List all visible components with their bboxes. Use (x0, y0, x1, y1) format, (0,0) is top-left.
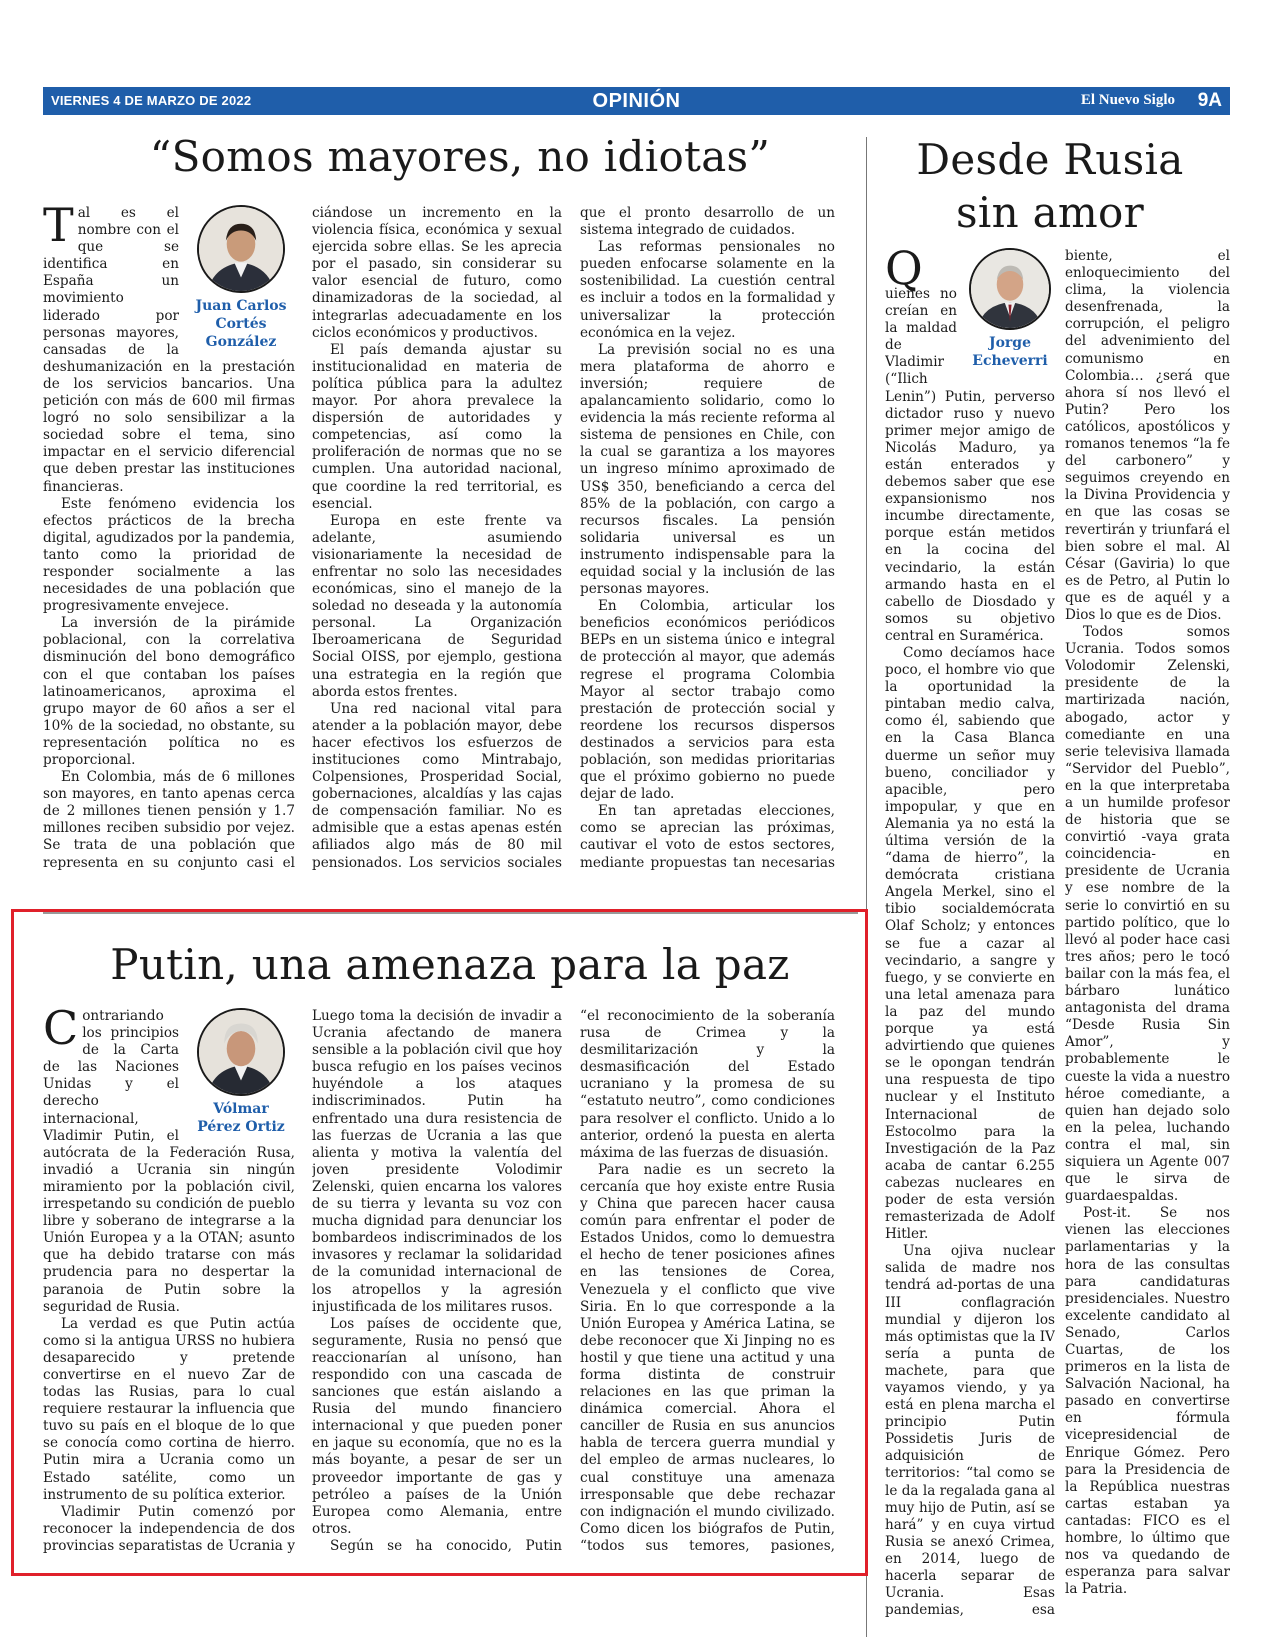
article1-byline (187, 205, 295, 351)
article1-headline: “Somos mayores, no idiotas” (149, 132, 771, 181)
paragraph: Post-it. Se nos vienen las elecciones parlamentarias y la hora de las consultas para candidaturas presidenciales. Nuestro excelente candidato al Senado, Carlos Cuartas, de los primeros en la lista de Salvación Nacional, ha pasado en convertirse en fórmula vicepresidencial de Enrique Gómez. Pero para la Presidencia de la República nuestras cartas estaban ya cantadas: FICO es el hombre, lo último que nos va quedando de esperanza para salvar la Patria. (1065, 1205, 1230, 1598)
newspaper-name: El Nuevo Siglo (1080, 92, 1175, 108)
paragraph: Los países de occidente que, seguramente, Rusia no pensó que reaccionarían al unísono, han respondido con una cascada de sanciones que están aislando a Rusia del mundo financiero internacional y que pueden poner en jaque su economía, que no es la más boyante, a pesar de ser un proveedor importante de gas y petróleo a países de la Unión Europea como Alemania, entre otros. (312, 1315, 562, 1537)
article3-column-1 (43, 1008, 295, 1553)
drop-cap: C (43, 1008, 79, 1055)
drop-cap: Q (885, 248, 923, 295)
drop-cap: T (43, 205, 74, 252)
author-name-line: Cortés (215, 316, 267, 332)
paragraph: Tal es el nombre con el que se identifica en España un movimiento liderado por personas mayores, cansadas de la deshumanización en la prestación de los servicios bancarios. Una petición con más de 600 mil firmas logró no solo sensibilizar a la sociedad sobre el tema, sino impactar en el servicio diferencial que deben prestar las instituciones financieras. (43, 205, 295, 495)
author-portrait (969, 248, 1051, 330)
headline-line: Desde Rusia (916, 135, 1184, 184)
paragraph: Este fenómeno evidencia los efectos prácticos de la brecha digital, agudizados por la pandemia, tanto como la prioridad de responder socialmente a las necesidades de una población que progresivamente envejece. (43, 495, 295, 615)
author-name-line: Jorge (988, 335, 1032, 351)
author-name-line: Vólmar (213, 1101, 269, 1117)
paragraph: Contrariando los principios de la Carta de las Naciones Unidas y el derecho internacional, Vladimir Putin, el autócrata de la Federación Rusa, invadió a Ucrania sin ningún miramiento por la población civil, irrespetando su condición de pueblo libre y soberano de integrarse a la Unión Europea y a la OTAN; asunto que ha debido tratarse con más prudencia para no despertar la paranoia de Putin sobre la seguridad de Rusia. (43, 1008, 295, 1315)
author-name-line: Pérez Ortiz (197, 1119, 285, 1135)
paragraph: Vladimir Putin comenzó por reconocer la independencia de dos provincias separatistas de Ucrania y (43, 1503, 295, 1553)
page-header (43, 87, 1230, 115)
page-number: 9A (1197, 90, 1222, 111)
paragraph: Para nadie es un secreto la cercanía que hoy existe entre Rusia y China que parecen hacer causa común para enfrentar el poder de Estados Unidos, como lo demuestra el hecho de tener posiciones afines en las tensiones de Corea, Venezuela y el conflicto que vive Siria. En lo que corresponde a la Unión Europea y América Latina, se debe reconocer que Xi Jinping no es hostil y que tiene una actitud y una forma distinta de construir relaciones en las que priman la dinámica comercial. Ahora el canciller de Rusia en sus anuncios habla de tercera guerra mundial y del empleo de armas nucleares, lo cual constituye una amenaza irresponsable que debe rechazar con indignación el mundo civilizado. Como dicen los biógrafos de Putin, “todos sus temores, pasiones, (580, 1161, 835, 1553)
paragraph: biente, el enloquecimiento del clima, la violencia desenfrenada, la corrupción, el peligro del advenimiento del comunismo en Colombia… ¿será que ahora sí nos llevó el Putin? Pero los católicos, apostólicos y romanos tenemos “la fe del carbonero” y seguimos creyendo en la Divina Providencia y en que las cosas se revertirán y triunfará el bien sobre el mal. Al César (Gaviria) lo que es de Petro, al Putin lo que es de aquél y a Dios lo que es de Dios. (1065, 248, 1230, 623)
article3-column-2 (312, 1008, 562, 1553)
headline-line: sin amor (955, 188, 1145, 237)
author-name-line: Echeverri (972, 353, 1048, 369)
section-title: OPINIÓN (592, 90, 681, 112)
author-name-line: Juan Carlos (195, 298, 287, 314)
paragraph: Según se ha conocido, Putin (330, 1537, 562, 1553)
author-portrait (197, 1008, 285, 1096)
paragraph: Una ojiva nuclear salida de madre nos tendrá ad-portas de una III conflagración mundial y dijeron los más optimistas que la IV sería a punta de machete, para que vayamos viendo, y ya está en plena marcha el principio Putin Possidetis Juris de adquisición de territorios: “tal como se le da la regalada gana al muy hijo de Putin, así se hará” y en cuya virtud Rusia se anexó Crimea, en 2014, luego de hacerla separar de Ucrania. Esas pandemias, esa (885, 1243, 1055, 1618)
paragraph: ciándose un incremento en la violencia física, económica y sexual ejercida sobre ellas. Se les aprecia por el pasado, sin considerar su valor esencial de futuro, como dinamizadoras de la sociedad, al integrarlas adecuadamente en los ciclos económicos y productivos. (312, 205, 562, 341)
article3-column-3 (580, 1008, 835, 1553)
article1-column-1 (43, 205, 295, 870)
author-name-line: González (205, 334, 277, 350)
paragraph: El país demanda ajustar su institucionalidad en materia de política pública para la adultez mayor. Por ahora prevalece la dispersión de autoridades y competencias, así como la proliferación de normas que no se cumplen. Una autoridad nacional, que coordine la red territorial, es esencial. (312, 341, 562, 512)
article2-headline (885, 133, 1215, 239)
paragraph: Europa en este frente va adelante, asumiendo visionariamente la necesidad de enfrentar no solo las necesidades económicas, sino el manejo de la soledad no deseada y la autonomía personal. La Organización Iberoamericana de Seguridad Social OISS, por ejemplo, gestiona una estrategia en la región que aborda estos frentes. (312, 512, 562, 700)
paragraph: La verdad es que Putin actúa como si la antigua URSS no hubiera desaparecido y pretende convertirse en el nuevo Zar de todas las Rusias, para lo cual requiere restaurar la influencia que tuvo su país en el bloque de lo que se conocía como cortina de hierro. Putin mira a Ucrania como un Estado satélite, como un instrumento de su política exterior. (43, 1315, 295, 1503)
article2-byline (965, 248, 1055, 370)
article2-column-1 (885, 248, 1055, 1618)
paragraph: que el pronto desarrollo de un sistema integrado de cuidados. (580, 205, 835, 239)
paragraph: “el reconocimiento de la soberanía rusa de Crimea y la desmilitarización y la desmasificación del Estado ucraniano y la promesa de su “estatuto neutro”, como condiciones para resolver el conflicto. Unido a lo anterior, ordenó la puesta en alerta máxima de las fuerzas de disuasión. (580, 1008, 835, 1161)
paragraph: En Colombia, más de 6 millones son mayores, en tanto apenas cerca de 2 millones tienen pensión y 1.7 millones reciben subsidio por vejez. Se trata de una población que representa en su conjunto casi el (43, 769, 295, 870)
paragraph: Como decíamos hace poco, el hombre vio que la oportunidad la pintaban medio calva, como él, sabiendo que en la Casa Blanca duerme un señor muy bueno, conciliador y apacible, pero impopular, y que en Alemania ya no está la última versión de la “dama de hierro”, la demócrata cristiana Angela Merkel, sino el tibio socialdemócrata Olaf Scholz; y entonces se fue a cazar al vecindario, a sangre y fuego, y se convierte en una letal amenaza para la paz del mundo porque ya está advirtiendo que quienes se le opongan tendrán una respuesta de tipo nuclear y el Instituto Internacional de Estocolmo para la Investigación de la Paz acaba de cantar 6.255 cabezas nucleares en poder de esta versión remasterizada de Adolf Hitler. (885, 644, 1055, 1243)
paragraph: Q uienes no creían en la maldad de Vladimir (“Ilich Lenin”) Putin, perverso dictador ruso y nuevo primer mejor amigo de Nicolás Maduro, ya están enterados y debemos saber que ese expansionismo nos incumbe directamente, porque están metidos en la cocina del vecindario, la están armando hasta en el cabello de Diosdado y somos su objetivo central en Suramérica. (885, 248, 1055, 644)
article3-byline (187, 1008, 295, 1136)
paragraph: En Colombia, articular los beneficios económicos periódicos BEPs en un sistema único e integral de protección al mayor, que además regrese el programa Colombia Mayor al sector trabajo como prestación de protección social y reordene los recursos dispersos destinados a servicios para esta población, son medidas prioritarias que el próximo gobierno no puede dejar de lado. (580, 598, 835, 803)
paragraph: Las reformas pensionales no pueden enfocarse solamente en la sostenibilidad. La cuestión central es incluir a todos en la formalidad y universalizar la protección económica en la vejez. (580, 239, 835, 341)
author-portrait (197, 205, 285, 293)
article1-column-3 (580, 205, 835, 870)
paragraph: La previsión social no es una mera plataforma de ahorro e inversión; requiere de apalancamiento solidario, como lo evidencia la más reciente reforma al sistema de pensiones en Chile, con la cual se garantiza a los mayores un ingreso mínimo aproximado de US$ 350, beneficiando a cerca del 85% de la población, con cargo a recursos fiscales. La pensión solidaria universal es un instrumento indispensable para la equidad social y la inclusión de las personas mayores. (580, 341, 835, 598)
paragraph: Todos somos Ucrania. Todos somos Volodomir Zelenski, presidente de la martirizada nación, abogado, actor y comediante en una serie televisiva llamada “Servidor del Pueblo”, en la que interpretaba a un humilde profesor de historia que se convirtió -vaya grata coincidencia- en presidente de Ucrania y ese nombre de la serie lo convirtió en su partido político, que lo llevó al poder hace casi tres años; pero le tocó bailar con la más fea, el bárbaro lunático antagonista del drama “Desde Rusia Sin Amor”, y probablemente le cueste la vida a nuestro héroe comediante, a quien han dejado solo en la pelea, luchando contra el mal, sin siquiera un Agente 007 que le sirva de guardaespaldas. (1065, 624, 1230, 1205)
article2-column-2 (1065, 248, 1230, 1618)
paragraph: Una red nacional vital para atender a la población mayor, debe hacer efectivos los esfuerzos de instituciones como Mintrabajo, Colpensiones, Prosperidad Social, gobernaciones, alcaldías y las cajas de compensación familiar. No es admisible que a estas apenas estén afiliados algo más de 80 mil pensionados. Los servicios sociales (312, 700, 562, 870)
article1-column-2 (312, 205, 562, 870)
paragraph: Luego toma la decisión de invadir a Ucrania afectando de manera sensible a la población civil que hoy busca refugio en los países vecinos huyéndole a los ataques indiscriminados. Putin ha enfrentado una dura resistencia de las fuerzas de Ucrania a las que alienta y motiva la valentía del joven presidente Volodimir Zelenski, quien encarna los valores de su tierra y levanta su voz con mucha dignidad para denunciar los bombardeos indiscriminados de los invasores y reclamar la solidaridad de la comunidad internacional de los atropellos y la agresión injustificada de los militares rusos. (312, 1008, 562, 1315)
issue-date: VIERNES 4 DE MARZO DE 2022 (51, 93, 252, 108)
article3-headline: Putin, una amenaza para la paz (110, 940, 790, 989)
paragraph: La inversión de la pirámide poblacional, con la correlativa disminución del bono demográfico con el que contaban los países latinoamericanos, aproxima el grupo mayor de 60 años a ser el 10% de la sociedad, no obstante, su representación política no es proporcional. (43, 615, 295, 768)
paragraph: En tan apretadas elecciones, como se aprecian las próximas, cautivar el voto de estos sectores, mediante propuestas tan necesarias (580, 803, 835, 870)
